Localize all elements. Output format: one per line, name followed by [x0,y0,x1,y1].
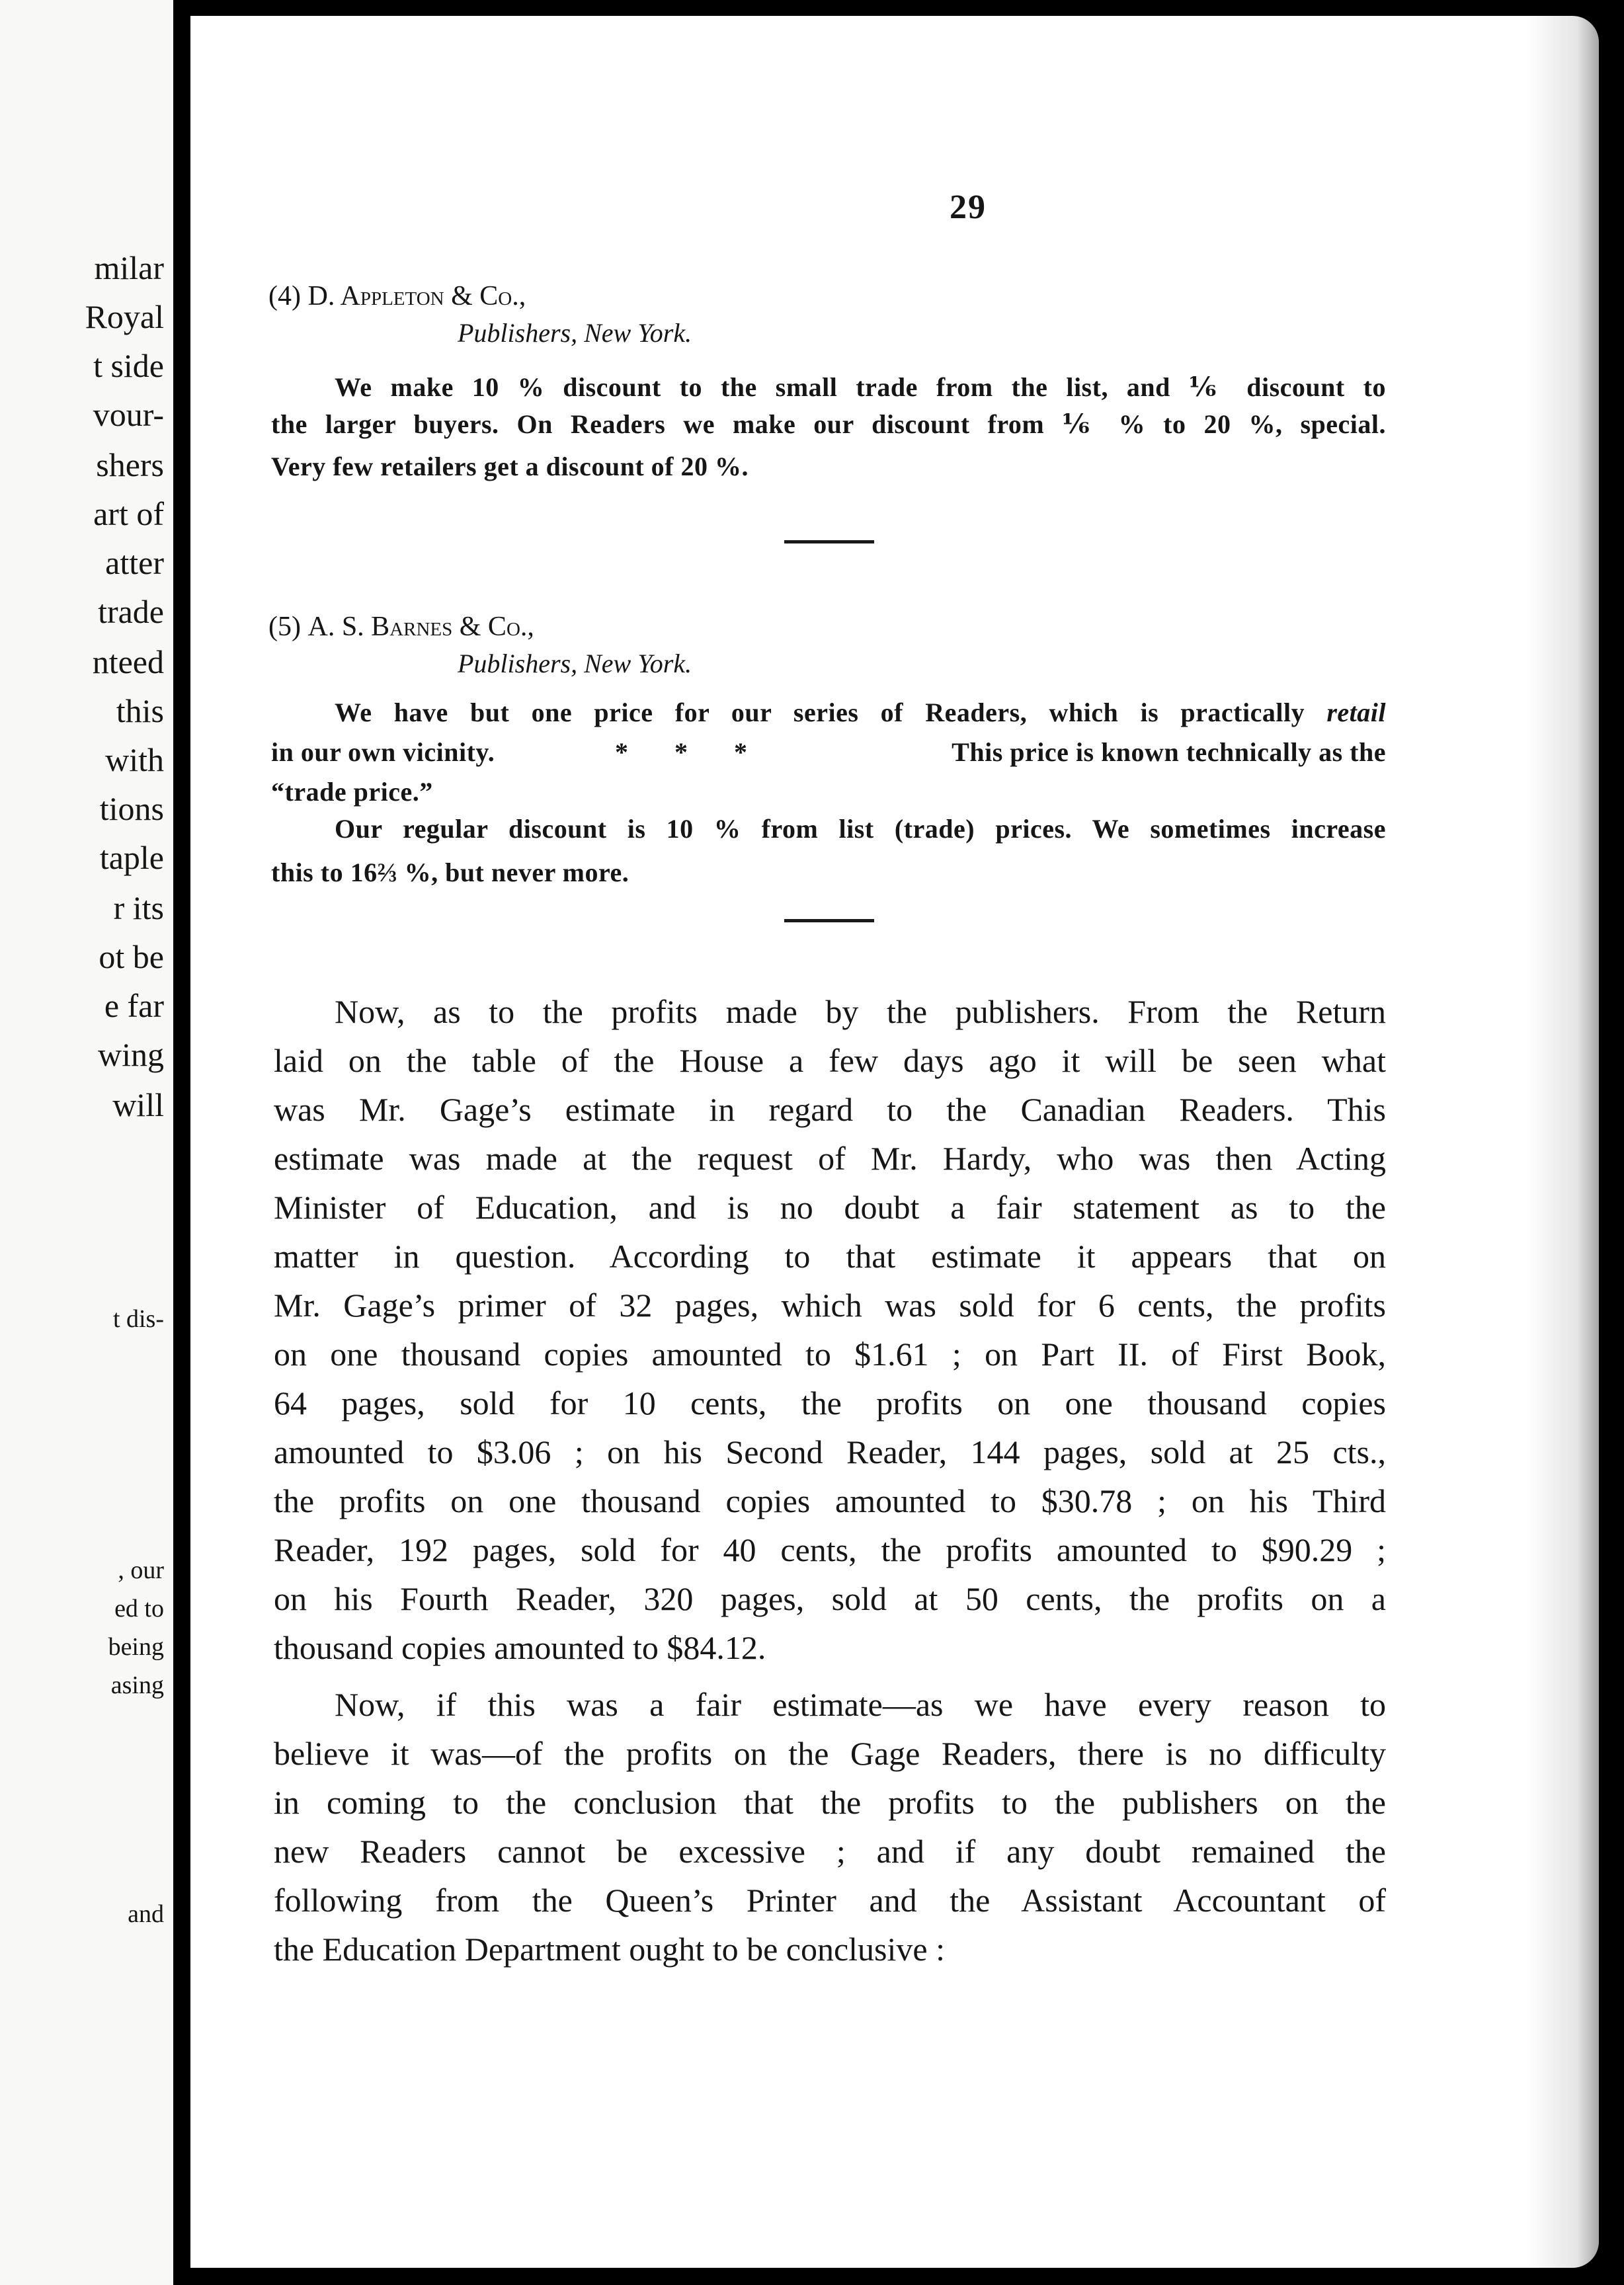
body-line: Now, as to the profits made by the publishers. From the Return [335,993,1386,1030]
left-fragment: taple [99,839,164,876]
letter-4-line: We make 10 % discount to the small trade from the list, and ⅙ discount to [335,372,1386,402]
letter-4-heading [268,280,526,312]
letter-5-name: A. S. Barnes & Co., [307,612,534,642]
left-fragment: shers [96,446,164,483]
body-line: the Education Department ought to be conclusive : [274,1931,945,1968]
left-fragment: trade [98,593,164,630]
left-fragment: wing [98,1036,164,1073]
left-fragment: art of [93,495,164,532]
left-fragment: ed to [114,1595,164,1623]
body-line: Mr. Gage’s primer of 32 pages, which was sold for 6 cents, the profits [274,1287,1386,1324]
body-line: 64 pages, sold for 10 cents, the profits on one thousand copies [274,1384,1386,1422]
ellipsis-stars: * * * [615,737,747,767]
left-fragment: atter [105,544,164,581]
left-fragment: t side [93,347,164,384]
body-line: on one thousand copies amounted to $1.61 ; on Part II. of First Book, [274,1336,1386,1373]
letter-5-line-2-start: in our own vicinity. [271,737,495,767]
letter-5-line [335,697,1386,729]
letter-5-line: “trade price.” [271,777,433,807]
body-line: the profits on one thousand copies amounted to $30.78 ; on his Third [274,1482,1386,1519]
body-line: laid on the table of the House a few days ago it will be seen what [274,1042,1386,1079]
letter-4-number: (4) [268,281,301,311]
left-fragment: ot be [99,938,164,975]
letter-5-retail: retail [1326,698,1386,727]
left-fragment: and [128,1900,164,1928]
body-line: in coming to the conclusion that the profits to the publishers on the [274,1784,1386,1821]
left-fragment: being [108,1633,164,1661]
book-gutter [173,0,190,2285]
letter-5-subtitle: Publishers, New York. [458,649,692,678]
body-line: on his Fourth Reader, 320 pages, sold at 50 cents, the profits on a [274,1580,1386,1617]
left-fragment: with [105,741,164,778]
page-number: 29 [950,188,987,226]
body-line: Now, if this was a fair estimate—as we have every reason to [335,1686,1386,1723]
left-fragment: Royal [85,298,164,335]
letter-5-heading [268,611,534,643]
left-facing-page [0,0,173,2285]
left-fragment: tions [99,790,164,827]
left-fragment: nteed [92,643,164,680]
left-fragment: vour- [93,396,164,433]
left-fragment: milar [94,249,164,286]
body-line: thousand copies amounted to $84.12. [274,1629,766,1666]
body-line: amounted to $3.06 ; on his Second Reader, 144 pages, sold at 25 cts., [274,1433,1386,1470]
main-page [190,16,1599,2268]
letter-5-line-2-end: This price is known technically as the [952,737,1386,767]
left-fragment: asing [110,1671,164,1699]
body-line: Reader, 192 pages, sold for 40 cents, the profits amounted to $90.29 ; [274,1531,1386,1568]
letter-4-subtitle: Publishers, New York. [458,318,692,348]
left-fragment: , our [118,1556,164,1584]
letter-4-line: Very few retailers get a discount of 20 %. [271,452,749,481]
section-divider [784,919,874,922]
body-line: Minister of Education, and is no doubt a fair statement as to the [274,1189,1386,1226]
letter-5-line-1-text: We have but one price for our series of Readers, which is practically [335,698,1327,727]
section-divider [784,540,874,543]
letter-4-name: D. Appleton & Co., [307,281,526,311]
letter-5-line: this to 16⅔ %, but never more. [271,858,629,887]
left-fragment: e far [104,987,164,1024]
body-line: following from the Queen’s Printer and the Assistant Accountant of [274,1882,1386,1919]
left-fragment: will [112,1086,164,1123]
letter-5-line: Our regular discount is 10 % from list (trade) prices. We sometimes increase [335,814,1386,844]
body-line: matter in question. According to that estimate it appears that on [274,1238,1386,1275]
body-line: new Readers cannot be excessive ; and if any doubt remained the [274,1833,1386,1870]
body-line: believe it was—of the profits on the Gage Readers, there is no difficulty [274,1735,1386,1772]
left-fragment: r its [113,889,164,926]
body-line: was Mr. Gage’s estimate in regard to the Canadian Readers. This [274,1091,1386,1128]
page-edge-shadow [1526,16,1599,2268]
letter-5-line [271,737,1386,768]
left-fragment: this [116,692,164,729]
left-fragment: t dis- [112,1305,164,1333]
letter-5-number: (5) [268,612,301,642]
body-line: estimate was made at the request of Mr. Hardy, who was then Acting [274,1140,1386,1177]
letter-4-line: the larger buyers. On Readers we make our discount from ⅙ % to 20 %, special. [271,409,1386,439]
